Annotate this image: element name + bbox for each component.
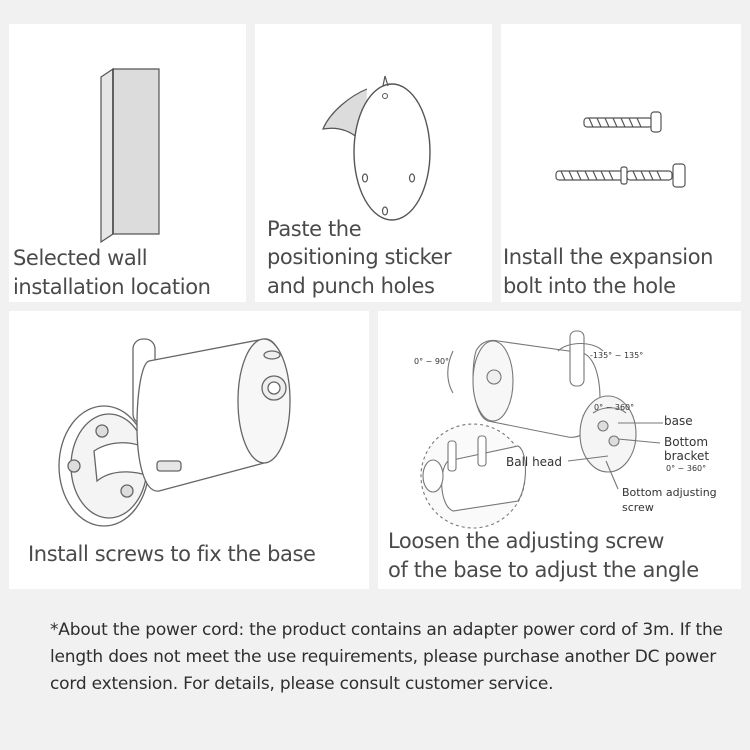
step-caption-line: positioning sticker (267, 245, 452, 269)
step-caption-line: Selected wall (13, 246, 148, 270)
power-cord-note: *About the power cord: the product contains an adapter power cord of 3m. If the length does not meet the use requirements, please purchase another DC power cord extension. For details, please consult customer service. (50, 620, 723, 694)
step-panel-sticker (255, 24, 492, 302)
bottom-adjusting-screw-label: Bottom adjusting (622, 486, 717, 499)
step-caption-line: Paste the (267, 217, 362, 241)
tilt-range-label: 0° ~ 90° (414, 357, 450, 366)
rotate-range-label: -135° ~ 135° (590, 351, 644, 360)
step-caption-line: installation location (13, 275, 211, 299)
step-caption-line: and punch holes (267, 274, 435, 298)
step-caption-line: Loosen the adjusting screw (388, 529, 665, 553)
base-label: base (664, 414, 693, 428)
step-panel-wall (9, 24, 246, 302)
step-panel-expansion-bolt (501, 24, 741, 302)
step-caption-line: of the base to adjust the angle (388, 558, 699, 582)
bottom-adjusting-screw-label: screw (622, 501, 654, 514)
step-caption-line: Install screws to fix the base (28, 542, 316, 566)
bottom-bracket-label: bracket (664, 449, 710, 463)
step-caption-line: Install the expansion (503, 245, 714, 269)
step-panel-fix-base (9, 311, 369, 589)
bottom-bracket-label: Bottom (664, 435, 709, 449)
bracket-range-bottom-label: 0° ~ 360° (666, 464, 707, 473)
step-panel-adjust-angle (378, 311, 741, 589)
bracket-range-top-label: 0° ~ 360° (594, 403, 635, 412)
ball-head-label: Ball head (506, 455, 563, 469)
step-caption-line: bolt into the hole (503, 274, 676, 298)
